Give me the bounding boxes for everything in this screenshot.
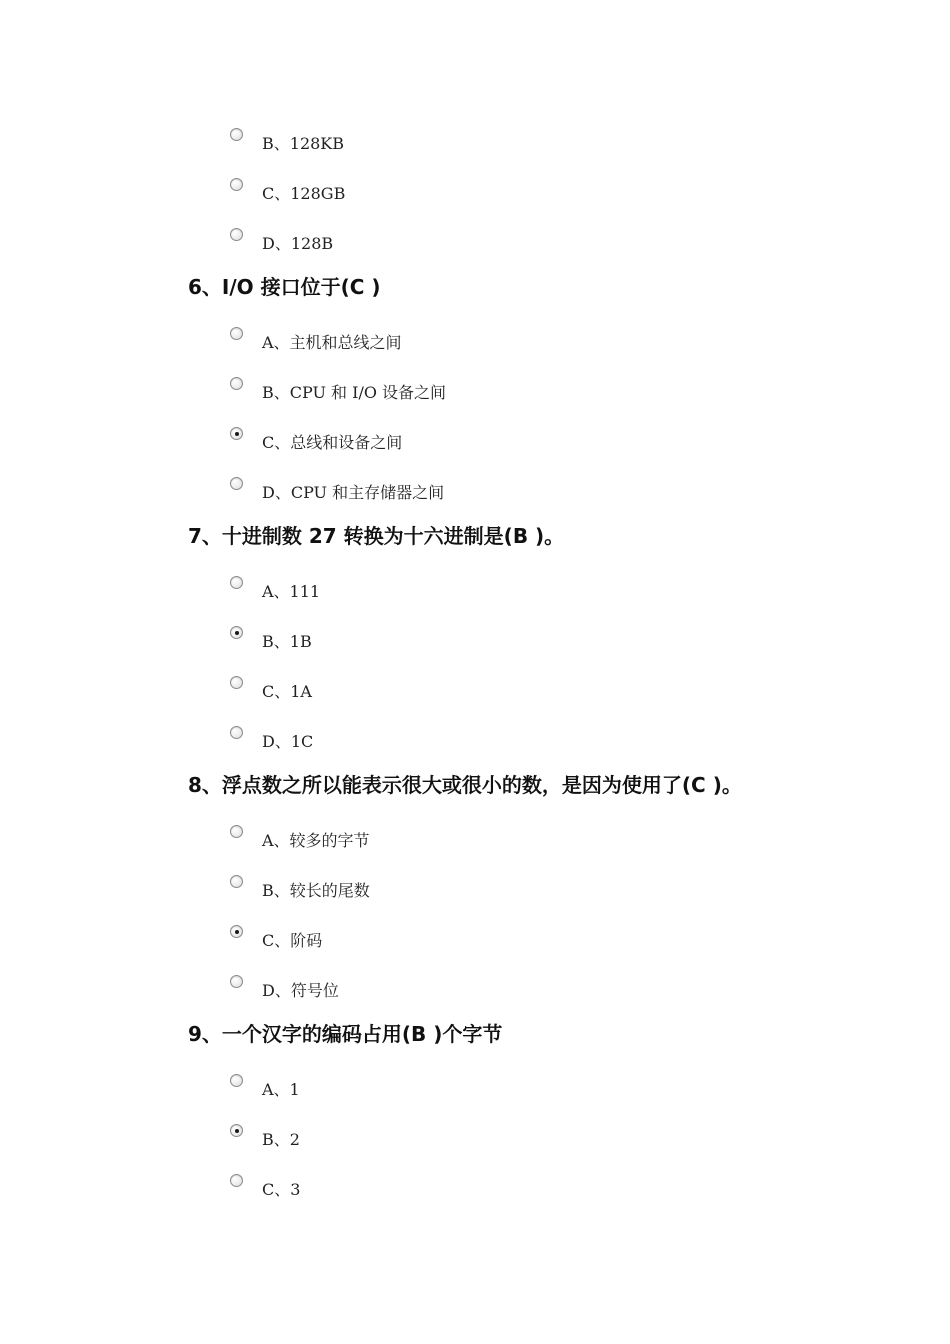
option-q8-a[interactable] — [230, 825, 730, 849]
radio-button[interactable] — [230, 178, 243, 191]
option-q9-c[interactable] — [230, 1174, 730, 1198]
option-q6-b[interactable] — [230, 377, 730, 401]
option-label: A、1 — [262, 1080, 300, 1099]
option-q6-c[interactable] — [230, 427, 730, 451]
option-q9-a[interactable] — [230, 1074, 730, 1098]
radio-button[interactable] — [230, 1074, 243, 1087]
option-label: A、较多的字节 — [262, 831, 370, 850]
option-q8-c[interactable] — [230, 925, 730, 949]
radio-button[interactable] — [230, 576, 243, 589]
radio-button[interactable] — [230, 825, 243, 838]
option-label: C、总线和设备之间 — [262, 433, 403, 452]
option-q8-d[interactable] — [230, 975, 730, 999]
radio-button[interactable] — [230, 128, 243, 141]
option-q5-b[interactable] — [230, 128, 730, 152]
option-label: A、111 — [262, 582, 321, 601]
option-q7-a[interactable] — [230, 576, 730, 600]
option-label: C、阶码 — [262, 931, 323, 950]
question-title-7: 7、十进制数 27 转换为十六进制是(B )。 — [188, 524, 565, 548]
option-label: B、1B — [262, 632, 312, 651]
question-title-9: 9、一个汉字的编码占用(B )个字节 — [188, 1022, 503, 1046]
radio-button[interactable] — [230, 676, 243, 689]
option-label: C、128GB — [262, 184, 346, 203]
radio-button[interactable] — [230, 875, 243, 888]
radio-button[interactable] — [230, 477, 243, 490]
radio-button[interactable] — [230, 626, 243, 639]
radio-button[interactable] — [230, 1124, 243, 1137]
option-label: C、3 — [262, 1180, 301, 1199]
option-q9-b[interactable] — [230, 1124, 730, 1148]
option-label: D、符号位 — [262, 981, 339, 1000]
radio-button[interactable] — [230, 925, 243, 938]
option-q5-c[interactable] — [230, 178, 730, 202]
option-label: B、2 — [262, 1130, 300, 1149]
option-q7-d[interactable] — [230, 726, 730, 750]
option-label: D、128B — [262, 234, 334, 253]
question-title-6: 6、I/O 接口位于(C ) — [188, 275, 381, 299]
option-q8-b[interactable] — [230, 875, 730, 899]
radio-button[interactable] — [230, 228, 243, 241]
option-label: B、CPU 和 I/O 设备之间 — [262, 383, 447, 402]
radio-button[interactable] — [230, 726, 243, 739]
option-label: D、1C — [262, 732, 314, 751]
option-label: C、1A — [262, 682, 312, 701]
option-label: D、CPU 和主存储器之间 — [262, 483, 445, 502]
option-q6-a[interactable] — [230, 327, 730, 351]
radio-button[interactable] — [230, 975, 243, 988]
radio-button[interactable] — [230, 1174, 243, 1187]
option-label: A、主机和总线之间 — [262, 333, 402, 352]
option-q7-b[interactable] — [230, 626, 730, 650]
radio-button[interactable] — [230, 327, 243, 340]
question-title-8: 8、浮点数之所以能表示很大或很小的数，是因为使用了(C )。 — [188, 773, 742, 797]
radio-button[interactable] — [230, 377, 243, 390]
option-q7-c[interactable] — [230, 676, 730, 700]
option-q5-d[interactable] — [230, 228, 730, 252]
option-q6-d[interactable] — [230, 477, 730, 501]
radio-button[interactable] — [230, 427, 243, 440]
option-label: B、较长的尾数 — [262, 881, 370, 900]
option-label: B、128KB — [262, 134, 345, 153]
